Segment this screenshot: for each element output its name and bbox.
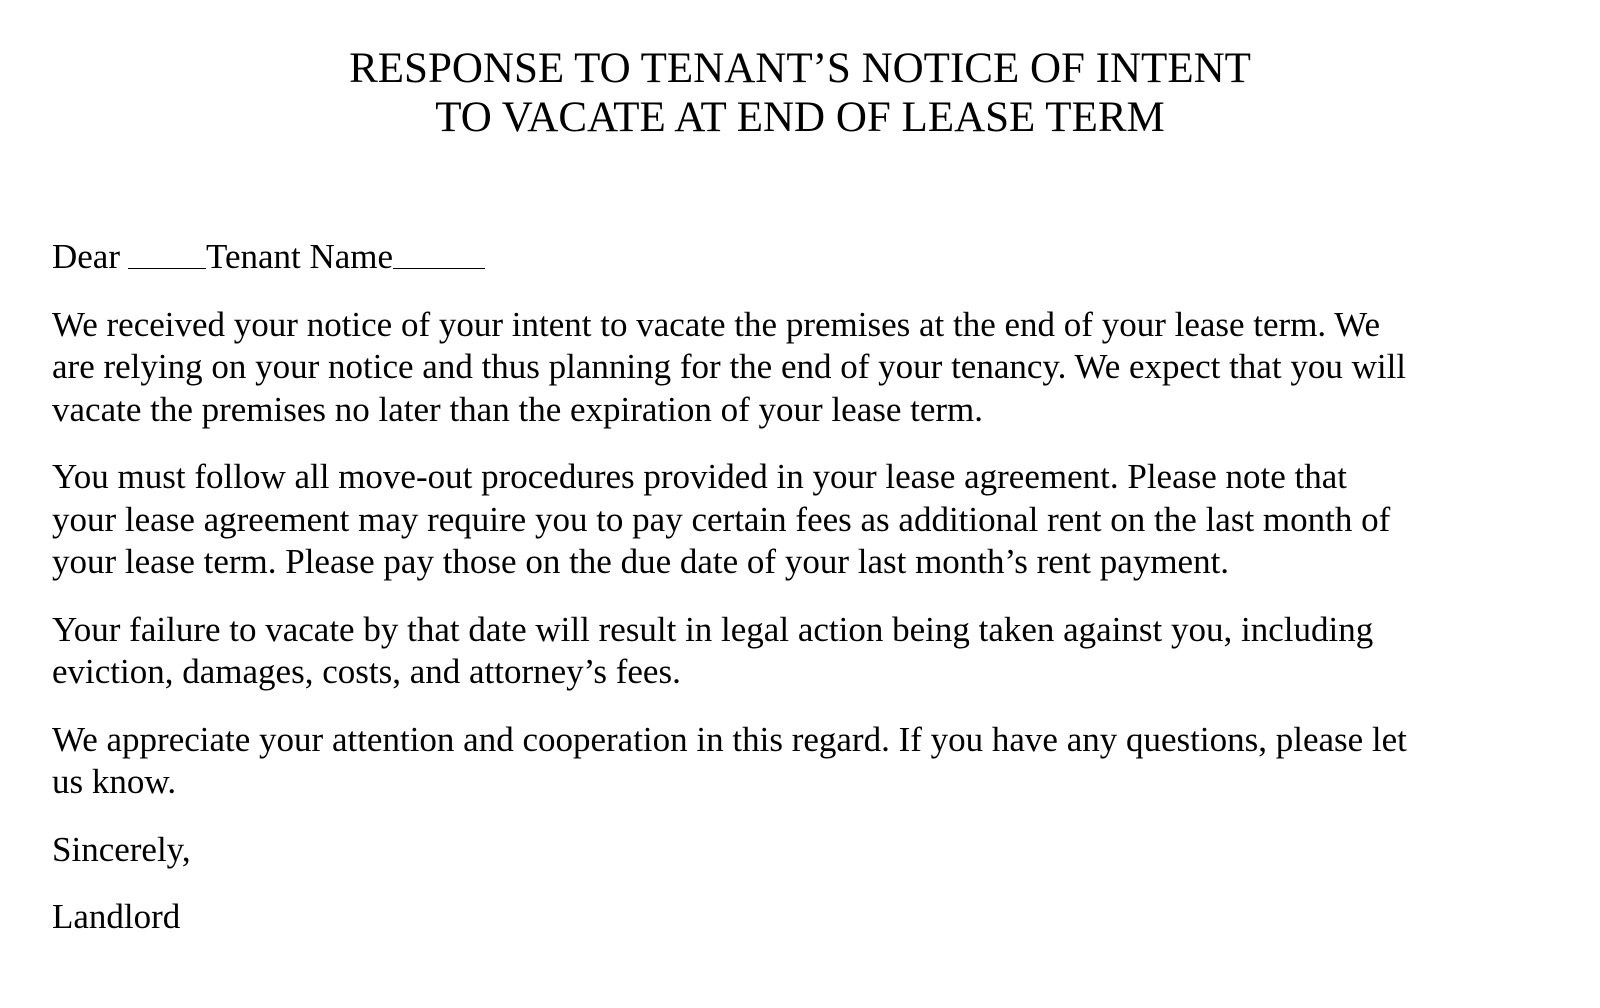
- paragraph-line: us know.: [52, 762, 177, 801]
- paragraph-line: Your failure to vacate by that date will result in legal action being taken against you, including: [52, 609, 1374, 649]
- title-line-1: RESPONSE TO TENANT’S NOTICE OF INTENT: [349, 45, 1251, 92]
- signature: Landlord: [52, 897, 181, 936]
- paragraph-failure-to-vacate: [52, 609, 1552, 694]
- paragraph-appreciation: [52, 719, 1552, 804]
- paragraph-line: vacate the premises no later than the expiration of your lease term.: [52, 389, 984, 429]
- salutation-greeting: Dear: [52, 237, 121, 276]
- document-title: [0, 44, 1600, 142]
- paragraph-move-out-procedures: [52, 456, 1552, 584]
- paragraph-line: eviction, damages, costs, and attorney’s fees.: [52, 652, 681, 691]
- letter-body: [52, 236, 1552, 964]
- paragraph-line: We appreciate your attention and cooperation in this regard. If you have any questions, please let: [52, 719, 1407, 759]
- salutation: [52, 236, 1552, 279]
- paragraph-line: your lease term. Please pay those on the due date of your last month’s rent payment.: [52, 542, 1230, 581]
- paragraph-line: your lease agreement may require you to pay certain fees as additional rent on the last month of: [52, 499, 1391, 539]
- tenant-name-blank-left: [128, 238, 206, 269]
- tenant-name-placeholder: Tenant Name: [206, 237, 394, 276]
- tenant-name-blank-right: [393, 238, 485, 269]
- paragraph-notice-received: [52, 304, 1552, 432]
- paragraph-line: We received your notice of your intent to vacate the premises at the end of your lease term. We: [52, 304, 1381, 344]
- paragraph-line: are relying on your notice and thus planning for the end of your tenancy. We expect that you will: [52, 347, 1407, 386]
- closing: Sincerely,: [52, 829, 191, 869]
- title-line-2: TO VACATE AT END OF LEASE TERM: [435, 94, 1165, 141]
- paragraph-line: You must follow all move-out procedures provided in your lease agreement. Please note that: [52, 457, 1348, 496]
